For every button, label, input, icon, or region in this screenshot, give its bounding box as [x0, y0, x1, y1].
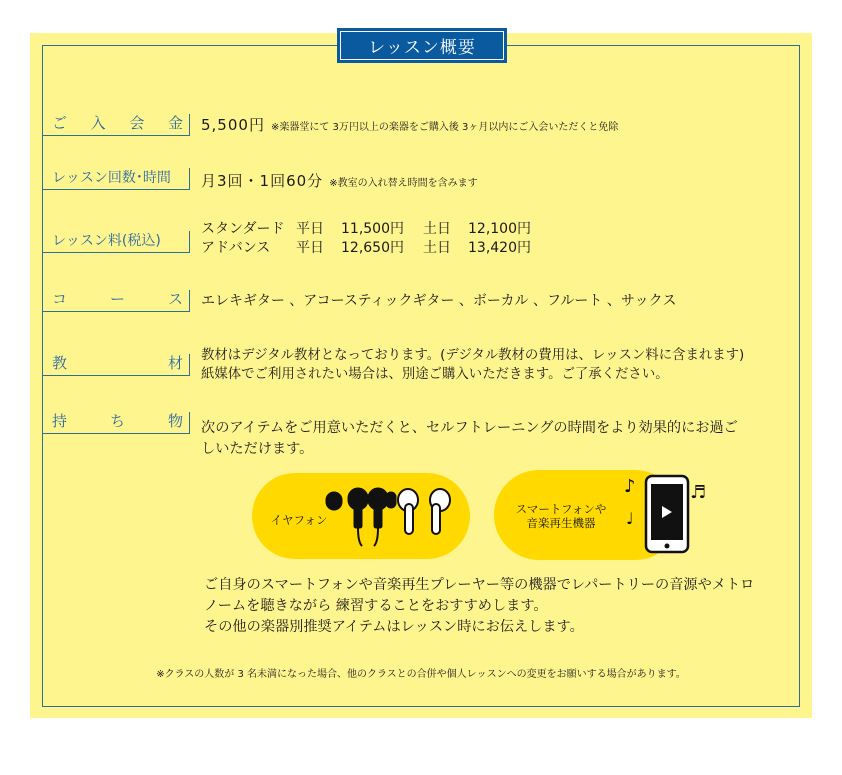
fee-note: ※楽器堂にて 3万円以上の楽器をご購入後 3ヶ月以内にご入会いただくと免除: [270, 122, 619, 133]
label-fee-char: 入: [90, 114, 106, 132]
svg-text:♪: ♪: [624, 476, 636, 497]
schedule-text: 月3回・1回60分: [201, 172, 324, 190]
smartphone-icon: [620, 472, 712, 554]
material-line: 教材はデジタル教材となっております。(デジタル教材の費用は、レッスン料に含まれます): [201, 348, 745, 363]
label-material: [42, 354, 190, 376]
price-day: 平日: [296, 240, 324, 256]
material-value: [201, 346, 744, 384]
price-amount: 11,500円: [341, 221, 404, 237]
price-day: 土日: [423, 221, 451, 237]
price-day: 土日: [423, 240, 451, 256]
advice-line: ご自身のスマートフォンや音楽再生プレーヤー等の機器でレパートリーの音源やメトロ: [204, 577, 755, 593]
course-value: エレキギター 、アコースティックギター 、ボーカル 、フルート 、サックス: [201, 293, 677, 309]
earphones-label: イヤフォン: [270, 513, 328, 527]
label-course: [42, 290, 190, 312]
schedule-value: [201, 172, 478, 193]
advice-line: ノームを聴きながら 練習することをおすすめします。: [204, 598, 548, 614]
price-row: [201, 220, 531, 239]
price-plan: スタンダード: [201, 221, 285, 237]
price-amount: 12,650円: [341, 240, 404, 256]
label-course-char: ス: [167, 290, 183, 308]
label-belongings: [42, 412, 190, 434]
section-title-text: レッスン概要: [368, 38, 476, 58]
label-belongings-char: 物: [167, 412, 183, 430]
smartphone-label: [508, 502, 614, 530]
label-course-char: ー: [109, 290, 125, 308]
belongings-intro: [201, 418, 738, 460]
label-schedule-text: レッスン回数･時間: [52, 170, 171, 186]
belongings-line: しいただけます。: [201, 441, 314, 457]
price-day: 平日: [296, 221, 324, 237]
label-fee-char: ご: [52, 114, 68, 132]
footnote: ※クラスの人数が 3 名未満になった場合、他のクラスとの合併や個人レッスンへの変更をお願いする場合があります。: [156, 669, 686, 680]
price-plan: アドバンス: [201, 240, 271, 256]
label-course-char: コ: [52, 290, 68, 308]
fee-value: [201, 116, 618, 137]
earphones-icon: [318, 482, 458, 548]
label-price: [42, 231, 190, 253]
schedule-note: ※教室の入れ替え時間を含みます: [329, 178, 478, 189]
belongings-line: 次のアイテムをご用意いただくと、セルフトレーニングの時間をより効果的にお過ご: [201, 420, 738, 436]
label-material-char: 教: [52, 354, 68, 372]
svg-text:♬: ♬: [690, 482, 707, 503]
material-line: 紙媒体でご利用されたい場合は、別途ご購入いただきます。ご了承ください。: [201, 367, 669, 382]
label-belongings-char: 持: [52, 412, 68, 430]
label-fee: [42, 114, 190, 136]
advice-line: その他の楽器別推奨アイテムはレッスン時にお伝えします。: [204, 619, 584, 635]
label-fee-char: 金: [167, 114, 183, 132]
advice-text: [204, 575, 754, 638]
smartphone-label-line: 音楽再生機器: [526, 516, 596, 530]
price-amount: 12,100円: [468, 221, 531, 237]
price-table: [201, 220, 531, 258]
price-row: [201, 239, 531, 258]
label-fee-char: 会: [129, 114, 145, 132]
fee-amount: 5,500円: [201, 116, 265, 134]
label-material-char: 材: [167, 354, 183, 372]
label-price-text: レッスン料(税込): [52, 233, 161, 249]
svg-text:♩: ♩: [626, 509, 634, 528]
label-schedule: [42, 168, 190, 190]
section-title: [337, 28, 507, 63]
price-amount: 13,420円: [468, 240, 531, 256]
smartphone-label-line: スマートフォンや: [515, 502, 607, 516]
label-belongings-char: ち: [109, 412, 125, 430]
